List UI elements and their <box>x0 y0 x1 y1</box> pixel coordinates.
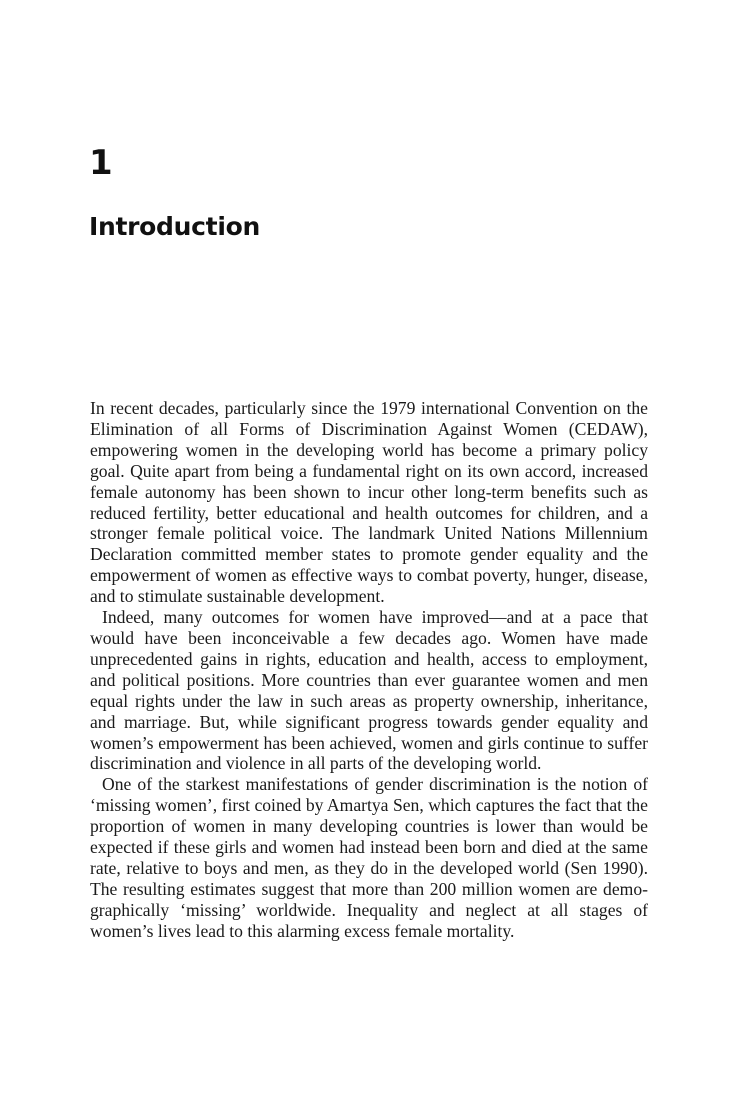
chapter-title: Introduction <box>89 212 260 241</box>
paragraph-1: In recent decades, particularly since the 1979 international Convention on the Elimination of all Forms of Discrimination Against Women (CEDAW), empowering women in the developing world has become a primary policy goal. Quite apart from being a fundamental right on its own accord, increased female autonomy has been shown to incur other long-term benefits such as reduced fertility, better educational and health outcomes for children, and a stronger female political voice. The landmark United Nations Millennium Declaration committed member states to promote gender equality and the empowerment of women as effective ways to combat poverty, hunger, disease, and to stimulate sustainable development. <box>90 398 648 607</box>
paragraph-2: Indeed, many outcomes for women have improved—and at a pace that would have been inconceivable a few decades ago. Women have made unprecedented gains in rights, education and health, access to employment, and political positions. More countries than ever guarantee women and men equal rights under the law in such areas as property ownership, inheritance, and marriage. But, while significant progress towards gender equality and women’s empowerment has been achieved, women and girls continue to suffer discrimination and violence in all parts of the developing world. <box>90 607 648 774</box>
chapter-body <box>90 398 648 942</box>
paragraph-3: One of the starkest manifestations of gender discrimination is the notion of ‘missing women’, first coined by Amartya Sen, which captures the fact that the proportion of women in many developing countries is lower than would be expected if these girls and women had instead been born and died at the same rate, relative to boys and men, as they do in the developed world (Sen 1990). The resulting estimates suggest that more than 200 million women are demographically ‘missing’ worldwide. Inequality and neglect at all stages of women’s lives lead to this alarming excess female mortality. <box>90 774 648 941</box>
chapter-number: 1 <box>89 143 113 183</box>
